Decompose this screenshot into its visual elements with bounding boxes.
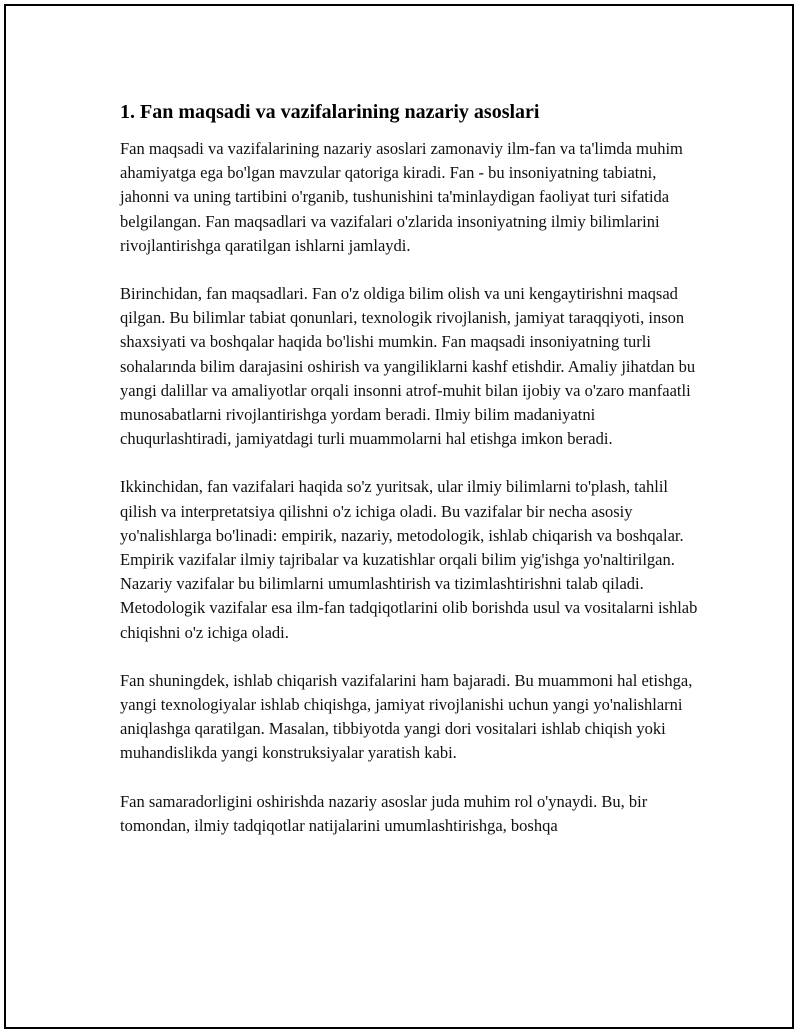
document-body [120, 98, 702, 838]
paragraph-1: Fan maqsadi va vazifalarining nazariy asoslari zamonaviy ilm-fan va ta'limda muhim ahamiyatga ega bo'lgan mavzular qatoriga kiradi. Fan - bu insoniyatning tabiatni, jahonni va uning tartibini o'rganib, tushunishini ta'minlaydigan faoliyat turi sifatida belgilangan. Fan maqsadlari va vazifalari o'zlarida insoniyatning ilmiy bilimlarini rivojlantirishga qaratilgan ishlarni jamlaydi. [120, 139, 683, 255]
paragraph-2: Birinchidan, fan maqsadlari. Fan o'z oldiga bilim olish va uni kengaytirishni maqsad qilgan. Bu bilimlar tabiat qonunlari, texnologik rivojlanish, jamiyat taraqqiyoti, inson shaxsiyati va boshqalar haqida bo'lishi mumkin. Fan maqsadi insoniyatning turli sohalarında bilim darajasini oshirish va yangiliklarni kashf etishdir. Amaliy jihatdan bu yangi dalillar va amaliyotlar orqali insonni atrof-muhit bilan ijobiy va o'zaro manfaatli munosabatlarni rivojlantirishga yordam beradi. Ilmiy bilim madaniyatni chuqurlashtiradi, jamiyatdagi turli muammolarni hal etishga imkon beradi. [120, 284, 696, 449]
page-frame [4, 4, 794, 1029]
paragraph-5: Fan samaradorligini oshirishda nazariy asoslar juda muhim rol o'ynaydi. Bu, bir tomondan, ilmiy tadqiqotlar natijalarini umumlashtirishga, boshqa [120, 791, 648, 835]
paragraph-3: Ikkinchidan, fan vazifalari haqida so'z yuritsak, ular ilmiy bilimlarni to'plash, tahlil qilish va interpretatsiya qilishni o'z ichiga oladi. Bu vazifalar bir necha asosiy yo'nalishlarga bo'linadi: empirik, nazariy, metodologik, ishlab chiqarish va boshqalar. Empirik vazifalar ilmiy tajribalar va kuzatishlar orqali bilim yig'ishga yo'naltirilgan. Nazariy vazifalar bu bilimlarni umumlashtirish va tizimlashtirishni talab qiladi. Metodologik vazifalar esa ilm-fan tadqiqotlarini olib borishda usul va vositalarni ishlab chiqishni o'z ichiga oladi. [120, 477, 698, 642]
paragraph-4: Fan shuningdek, ishlab chiqarish vazifalarini ham bajaradi. Bu muammoni hal etishga, yangi texnologiyalar ishlab chiqishga, jamiyat rivojlanishi uchun yangi yo'nalishlarni aniqlashga qaratilgan. Masalan, tibbiyotda yangi dori vositalari ishlab chiqish yoki muhandislikda yangi konstruksiyalar yaratish kabi. [120, 670, 693, 763]
document-title: 1. Fan maqsadi va vazifalarining nazariy asoslari [120, 101, 540, 123]
